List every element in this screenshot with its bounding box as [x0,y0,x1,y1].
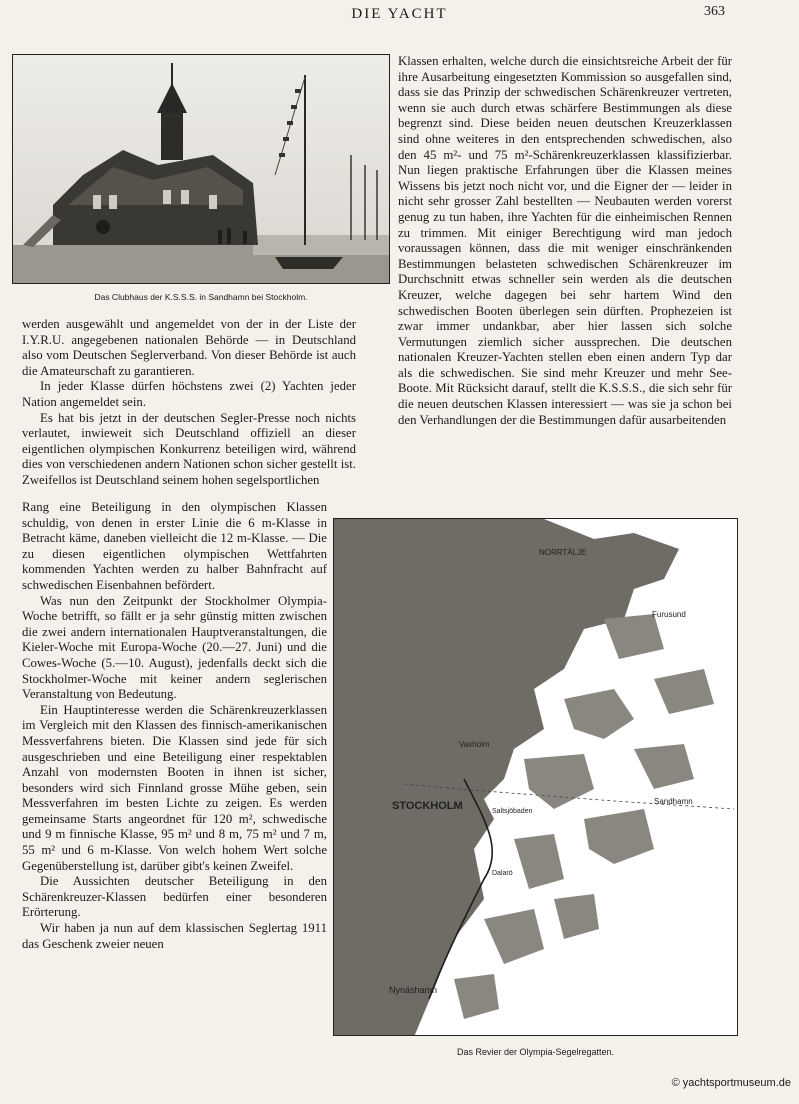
paragraph: Ein Hauptinteresse werden die Schärenkreuzerklassen im Vergleich mit den Klassen des finnisch-amerikanischen Messverfahrens bieten. Die Klassen sind jede für sich ausgeschrieben und eine Beteiligung einer respektablen Anzahl von modernsten Booten in ihnen ist sicher, besonders wird sich Finnland grosse Mühe geben, sein Messverfahren im besten Lichte zu zeigen. Es werden gemeinsame Starts angeordnet für 120 m², schwedische und 9 m finnische Klasse, 95 m² und 8 m, 75 m² und 7 m, 55 m² und 6 m-Klasse. Von welch hohem Wert solche Gegenüberstellung ist, darüber gibt's keinen Zweifel. [22,702,327,873]
paragraph: Es hat bis jetzt in der deutschen Segler-Presse noch nichts verlautet, inwieweit sich Deutschland offiziell an dieser eigentlichen olympischen Konkurrenz beteiligen wird, während dies von verschiedenen andern Nationen schon sicher gestellt ist. Zweifellos ist Deutschland seinem hohen segelsportlichen [22,410,356,487]
map-label-nynashamn: Nynäshamn [389,985,438,995]
paragraph: Was nun den Zeitpunkt der Stockholmer Olympia-Woche betrifft, so fällt er ja sehr günstig mitten zwischen die zwei andern internationalen Hauptveranstaltungen, die Kieler-Woche mit Europa-Woche (20.—27. Juni) und die Cowes-Woche (5.—10. August), jedenfalls deckt sich die Stockholmer-Woche mit keiner andern seglerischen Veranstaltung von Bedeutung. [22,593,327,702]
left-column [22,317,356,489]
right-column [398,54,732,428]
paragraph: Wir haben ja nun auf dem klassischen Seglertag 1911 das Geschenk zweier neuen [22,921,327,951]
watermark: © yachtsportmuseum.de [671,1077,791,1089]
paragraph: Rang eine Beteiligung in den olympischen Klassen schuldig, von denen in erster Linie die 6 m-Klasse in Betracht käme, daneben vielleicht die 12 m-Klasse. — Die zu diesen eigentlichen olympischen Wettfahrten kommenden Yachten werden zu halber Bahnfracht auf schwedischen Eisenbahnen befördert. [22,500,327,592]
paragraph: Klassen erhalten, welche durch die einsichtsreiche Arbeit der für ihre Ausarbeitung eingesetzten Kommission so ausgefallen sind, dass sie das Prinzip der schwedischen Schärenkreuzer vertreten, wenn sie auch durch etwas schärfere Bestimmungen als diese begrenzt sind. Diese beiden neuen deutschen Kreuzerklassen sind ohne weiteres in den entsprechenden schwedischen, also den 45 m²- und 75 m²-Schärenkreuzerklassen klassifizierbar. Nun liegen praktische Erfahrungen über die Klassen meines Wissens bis jetzt noch nicht vor, und die Eigner der — leider in nicht sehr grosser Zahl bestellten — Neubauten werden vorerst genug zu tun haben, ihre Yachten für die einheimischen Rennen zu trimmen. Mit einiger Berechtigung wird man jedoch voraussagen können, dass die mit weniger einschränkenden Bestimmungen belasteten schwedischen Schärenkreuzer im Durchschnitt etwas schneller sein werden als die deutschen Kreuzer, welche dagegen bei sehr hartem Wind den schwedischen Booten überlegen sein dürften. Prophezeien ist zwar immer undankbar, aber hier lassen sich solche Vermutungen ziemlich sicher aussprechen. Die deutschen nationalen Kreuzer-Yachten stellen eben einen andern Typ dar als die schwedischen. Sie sind mehr Kreuzer und mehr See-Boote. Mit Rücksicht darauf, stellt die K.S.S.S., die sich sehr für die neuen deutschen Klassen interessiert — was sie ja schon bei den Verhandlungen der die Bestimmungen dafür ausarbeitenden [398,54,732,427]
photo-caption: Das Clubhaus der K.S.S.S. in Sandhamn bei Stockholm. [94,292,308,302]
map-label-stockholm: STOCKHOLM [392,800,463,812]
map-drawing [334,519,738,1036]
paragraph: werden ausgewählt und angemeldet von der in der Liste der I.Y.R.U. angegebenen nationalen Behörde — in Deutschland also vom Deutschen Seglerverband. Von dieser Behörde ist auch die Amateurschaft zu garantieren. [22,317,356,378]
clubhouse-illustration [13,55,390,284]
archipelago-map [333,518,738,1036]
left-column-narrow [22,500,327,952]
map-caption: Das Revier der Olympia-Segelregatten. [456,1047,615,1057]
map-label-vaxholm: Vaxholm [459,740,490,749]
running-head: DIE YACHT [351,6,448,22]
paragraph: Die Aussichten deutscher Beteiligung in den Schärenkreuzer-Klassen bedürfen einer besonderen Erörterung. [22,874,327,920]
map-label-furusund: Furusund [652,610,686,619]
map-label-saltsjobaden: Saltsjöbaden [492,808,533,815]
map-label-norrtalje: NORRTÄLJE [539,548,587,557]
clubhouse-photo [12,54,390,284]
paragraph: In jeder Klasse dürfen höchstens zwei (2) Yachten jeder Nation angemeldet sein. [22,379,356,409]
map-label-dalaro: Dalarö [492,870,513,877]
page-number: 363 [704,4,725,19]
map-label-sandhamn: Sandhamn [654,797,693,806]
